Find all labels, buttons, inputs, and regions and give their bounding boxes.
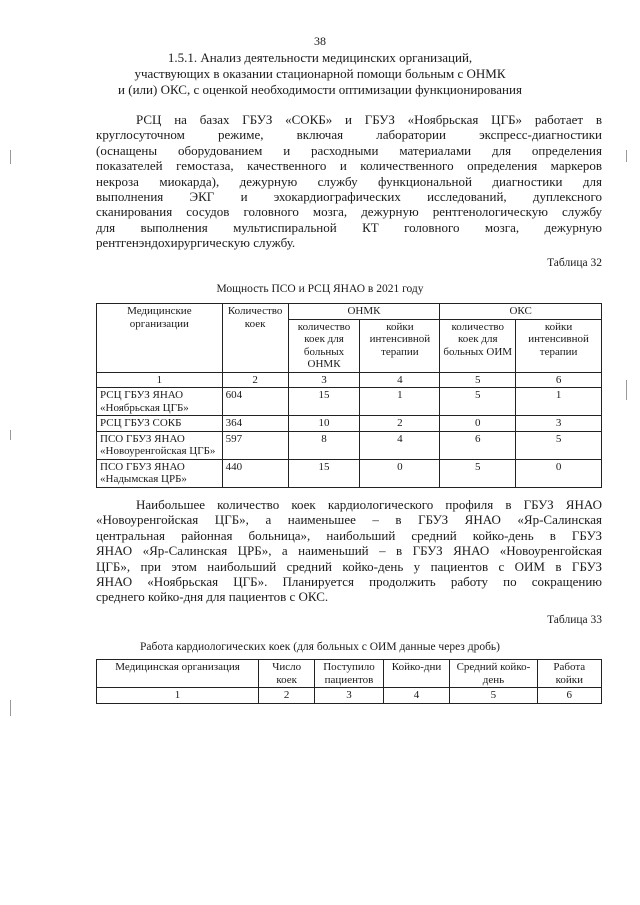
paragraph-line: для выполнения мультиспиральной КТ головного мозга, дежурную — [96, 219, 602, 235]
table-cell: 5 — [440, 388, 516, 416]
table-cell: ПСО ГБУЗ ЯНАО «Новоуренгойская ЦГБ» — [97, 431, 223, 459]
paragraph-line: РСЦ на базах ГБУЗ «СОКБ» и ГБУЗ «Ноябрьская ЦГБ» работает в — [136, 112, 602, 127]
table-cell: 440 — [222, 459, 288, 487]
table-cell: 3 — [288, 372, 360, 388]
table-cell: 6 — [537, 688, 601, 704]
table-row — [97, 459, 602, 487]
table32-header-onmk: ОНМК — [288, 304, 440, 320]
table-cell: РСЦ ГБУЗ ЯНАО «Ноябрьская ЦГБ» — [97, 388, 223, 416]
scan-mark — [10, 700, 11, 716]
table-cell: ПСО ГБУЗ ЯНАО «Надымская ЦРБ» — [97, 459, 223, 487]
table-cell: 5 — [516, 431, 602, 459]
table-row — [97, 416, 602, 432]
table33-header-row — [97, 660, 602, 688]
table-cell: 6 — [516, 372, 602, 388]
paragraph-line: среднего койко-дня для пациентов с ОКС. — [96, 589, 329, 605]
paragraph-line: ЯНАО «Яр-Салинская ЦРБ», а наименьший – в ГБУЗ ЯНАО «Новоуренгойская — [96, 543, 602, 559]
table33-title: Работа кардиологических коек (для больных с ОИМ данные через дробь) — [139, 641, 501, 653]
table-cell: 604 — [222, 388, 288, 416]
table-cell: 4 — [360, 431, 440, 459]
table-cell: 1 — [516, 388, 602, 416]
paragraph-rsc-description — [96, 112, 602, 251]
table32-header-beds: Количество коек — [222, 304, 288, 373]
table32-header-oks-beds: количество коек для больных ОИМ — [440, 319, 516, 372]
table33-label: Таблица 33 — [547, 614, 602, 626]
paragraph-line: некроза миокарда), дежурную службу функциональной диагностики для — [96, 173, 602, 189]
table-cell: 3 — [516, 416, 602, 432]
table-row — [97, 431, 602, 459]
table-cell: 6 — [440, 431, 516, 459]
table33-header-avg-stay: Средний койко-день — [450, 660, 537, 688]
table32-header-oks-icu: койки интенсивной терапии — [516, 319, 602, 372]
table32 — [96, 303, 602, 488]
paragraph-line: рентгенэндохирургическую службу. — [96, 235, 296, 251]
table-cell: 15 — [288, 388, 360, 416]
table32-label: Таблица 32 — [547, 257, 602, 269]
table32-header-oks: ОКС — [440, 304, 602, 320]
table-cell: 0 — [360, 459, 440, 487]
table-cell: РСЦ ГБУЗ СОКБ — [97, 416, 223, 432]
table32-header-row — [97, 304, 602, 320]
table32-header-onmk-beds: количество коек для больных ОНМК — [288, 319, 360, 372]
paragraph-line: выполнения ЭКГ и эхокардиографических исследований, дуплексного — [96, 189, 602, 205]
paragraph-line: центральная районная больница», наибольший средний койко-день в ГБУЗ — [96, 527, 602, 543]
table-cell: 4 — [360, 372, 440, 388]
table-cell: 364 — [222, 416, 288, 432]
paragraph-line: ЯНАО «Ноябрьская ЦГБ». Планируется продолжить работу по сокращению — [96, 574, 602, 590]
page-number: 38 — [314, 34, 326, 48]
table-row — [97, 388, 602, 416]
table-cell: 2 — [222, 372, 288, 388]
scan-mark — [10, 150, 11, 164]
paragraph-line: показателей гемостаза, качественного и количественного определения маркеров — [96, 158, 602, 174]
table-cell: 0 — [516, 459, 602, 487]
scan-mark — [10, 430, 11, 440]
paragraph-line: (оснащены оборудованием и расходными материалами для определения — [96, 142, 602, 158]
table-cell: 5 — [440, 459, 516, 487]
table-cell: 3 — [315, 688, 384, 704]
table-cell: 1 — [97, 688, 259, 704]
paragraph-line: Наибольшее количество коек кардиологического профиля в ГБУЗ ЯНАО — [136, 497, 602, 512]
paragraph-line: круглосуточном режиме, включая лаборатории экспресс-диагностики — [96, 127, 602, 143]
paragraph-line: ЦГБ», при этом наибольший средний койко-день у пациентов с ОИМ в ГБУЗ — [96, 558, 602, 574]
table-cell: 0 — [440, 416, 516, 432]
scan-mark — [626, 150, 627, 162]
table33-header-beds: Число коек — [259, 660, 315, 688]
table-cell: 8 — [288, 431, 360, 459]
heading-line: участвующих в оказании стационарной помощи больным с ОНМК — [134, 66, 506, 81]
heading-line: 1.5.1. Анализ деятельности медицинских организаций, — [167, 50, 473, 65]
table32-title: Мощность ПСО и РСЦ ЯНАО в 2021 году — [216, 283, 424, 295]
table33-header-bed-work: Работа койки — [537, 660, 601, 688]
table-cell: 5 — [440, 372, 516, 388]
table-cell: 1 — [360, 388, 440, 416]
heading-line: и (или) ОКС, с оценкой необходимости оптимизации функционирования — [118, 82, 522, 97]
table32-header-onmk-icu: койки интенсивной терапии — [360, 319, 440, 372]
table-cell: 2 — [259, 688, 315, 704]
paragraph-line: сканирования сосудов головного мозга, дежурную рентгенологическую службу — [96, 204, 602, 220]
table-cell: 5 — [450, 688, 537, 704]
section-heading — [90, 50, 550, 98]
table33-number-row — [97, 688, 602, 704]
table33-header-bed-days: Койко-дни — [383, 660, 450, 688]
table33-header-admitted: Поступило пациентов — [315, 660, 384, 688]
table32-header-org: Медицинские организации — [97, 304, 223, 373]
table-cell: 4 — [383, 688, 450, 704]
table-cell: 2 — [360, 416, 440, 432]
scan-mark — [626, 380, 627, 400]
table-cell: 1 — [97, 372, 223, 388]
paragraph-cardiology-beds — [96, 497, 602, 605]
table33 — [96, 659, 602, 704]
paragraph-line: «Новоуренгойская ЦГБ», а наименьшее – в ГБУЗ ЯНАО «Яр-Салинская — [96, 512, 602, 528]
table33-header-org: Медицинская организация — [97, 660, 259, 688]
table-cell: 10 — [288, 416, 360, 432]
table-cell: 597 — [222, 431, 288, 459]
table-cell: 15 — [288, 459, 360, 487]
table32-number-row — [97, 372, 602, 388]
